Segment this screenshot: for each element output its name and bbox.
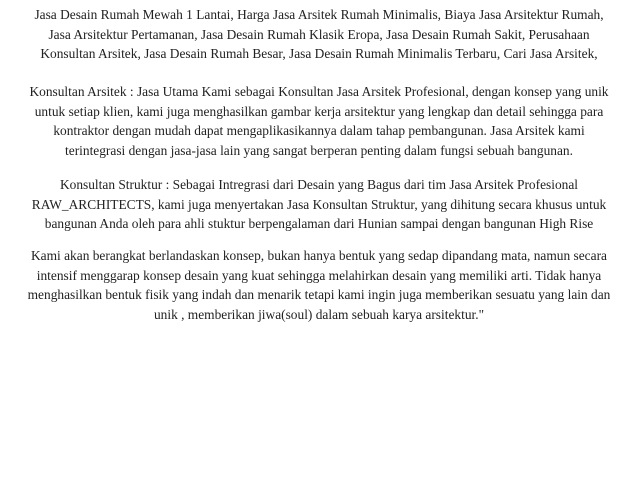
paragraph-konsultan-struktur <box>0 175 638 234</box>
text-line: intensif menggarap konsep desain yang kuat sehingga melahirkan desain yang memiliki arti. Tidak hanya <box>36 267 602 283</box>
text-line: bangunan Anda oleh para ahli stuktur berpengalaman dari Hunian sampai dengan bangunan High Rise <box>44 216 594 231</box>
text-line: RAW_ARCHITECTS, kami juga menyertakan Jasa Konsultan Struktur, yang dihitung secara khusus untuk <box>31 196 607 212</box>
text-line: kontraktor dengan mudah dapat mengaplikasikannya dalam tahap pembangunan. Jasa Arsitek kami <box>53 123 585 138</box>
text-line: terintegrasi dengan jasa-jasa lain yang sangat berperan penting dalam fungsi sebuah bangunan. <box>65 142 573 158</box>
text-line: Jasa Arsitektur Pertamanan, Jasa Desain Rumah Klasik Eropa, Jasa Desain Rumah Sakit, Perusahaan <box>48 26 590 42</box>
paragraph-services-list <box>0 5 638 64</box>
text-line: Konsultan Arsitek, Jasa Desain Rumah Besar, Jasa Desain Rumah Minimalis Terbaru, Cari Jasa Arsitek, <box>40 46 598 61</box>
text-line: untuk setiap klien, kami juga menghasilkan gambar kerja arsitektur yang lengkap dan detail sehingga para <box>34 103 604 119</box>
text-line: Konsultan Struktur : Sebagai Intregrasi dari Desain yang Bagus dari tim Jasa Arsitek Profesional <box>59 177 579 192</box>
text-line: unik , memberikan jiwa(soul) dalam sebuah karya arsitektur." <box>153 306 485 322</box>
text-line: menghasilkan bentuk fisik yang indah dan menarik tetapi kami ingin juga memberikan sesuatu yang lain dan <box>27 287 611 302</box>
text-line: Kami akan berangkat berlandaskan konsep, bukan hanya bentuk yang sedap dipandang mata, namun secara <box>31 248 607 263</box>
paragraph-konsultan-arsitek <box>0 82 638 160</box>
text-line: Konsultan Arsitek : Jasa Utama Kami sebagai Konsultan Jasa Arsitek Profesional, dengan konsep yang unik <box>29 84 609 99</box>
text-line: Jasa Desain Rumah Mewah 1 Lantai, Harga Jasa Arsitek Rumah Minimalis, Biaya Jasa Arsitektur Rumah, <box>34 7 604 22</box>
paragraph-konsep-desain <box>0 246 638 324</box>
